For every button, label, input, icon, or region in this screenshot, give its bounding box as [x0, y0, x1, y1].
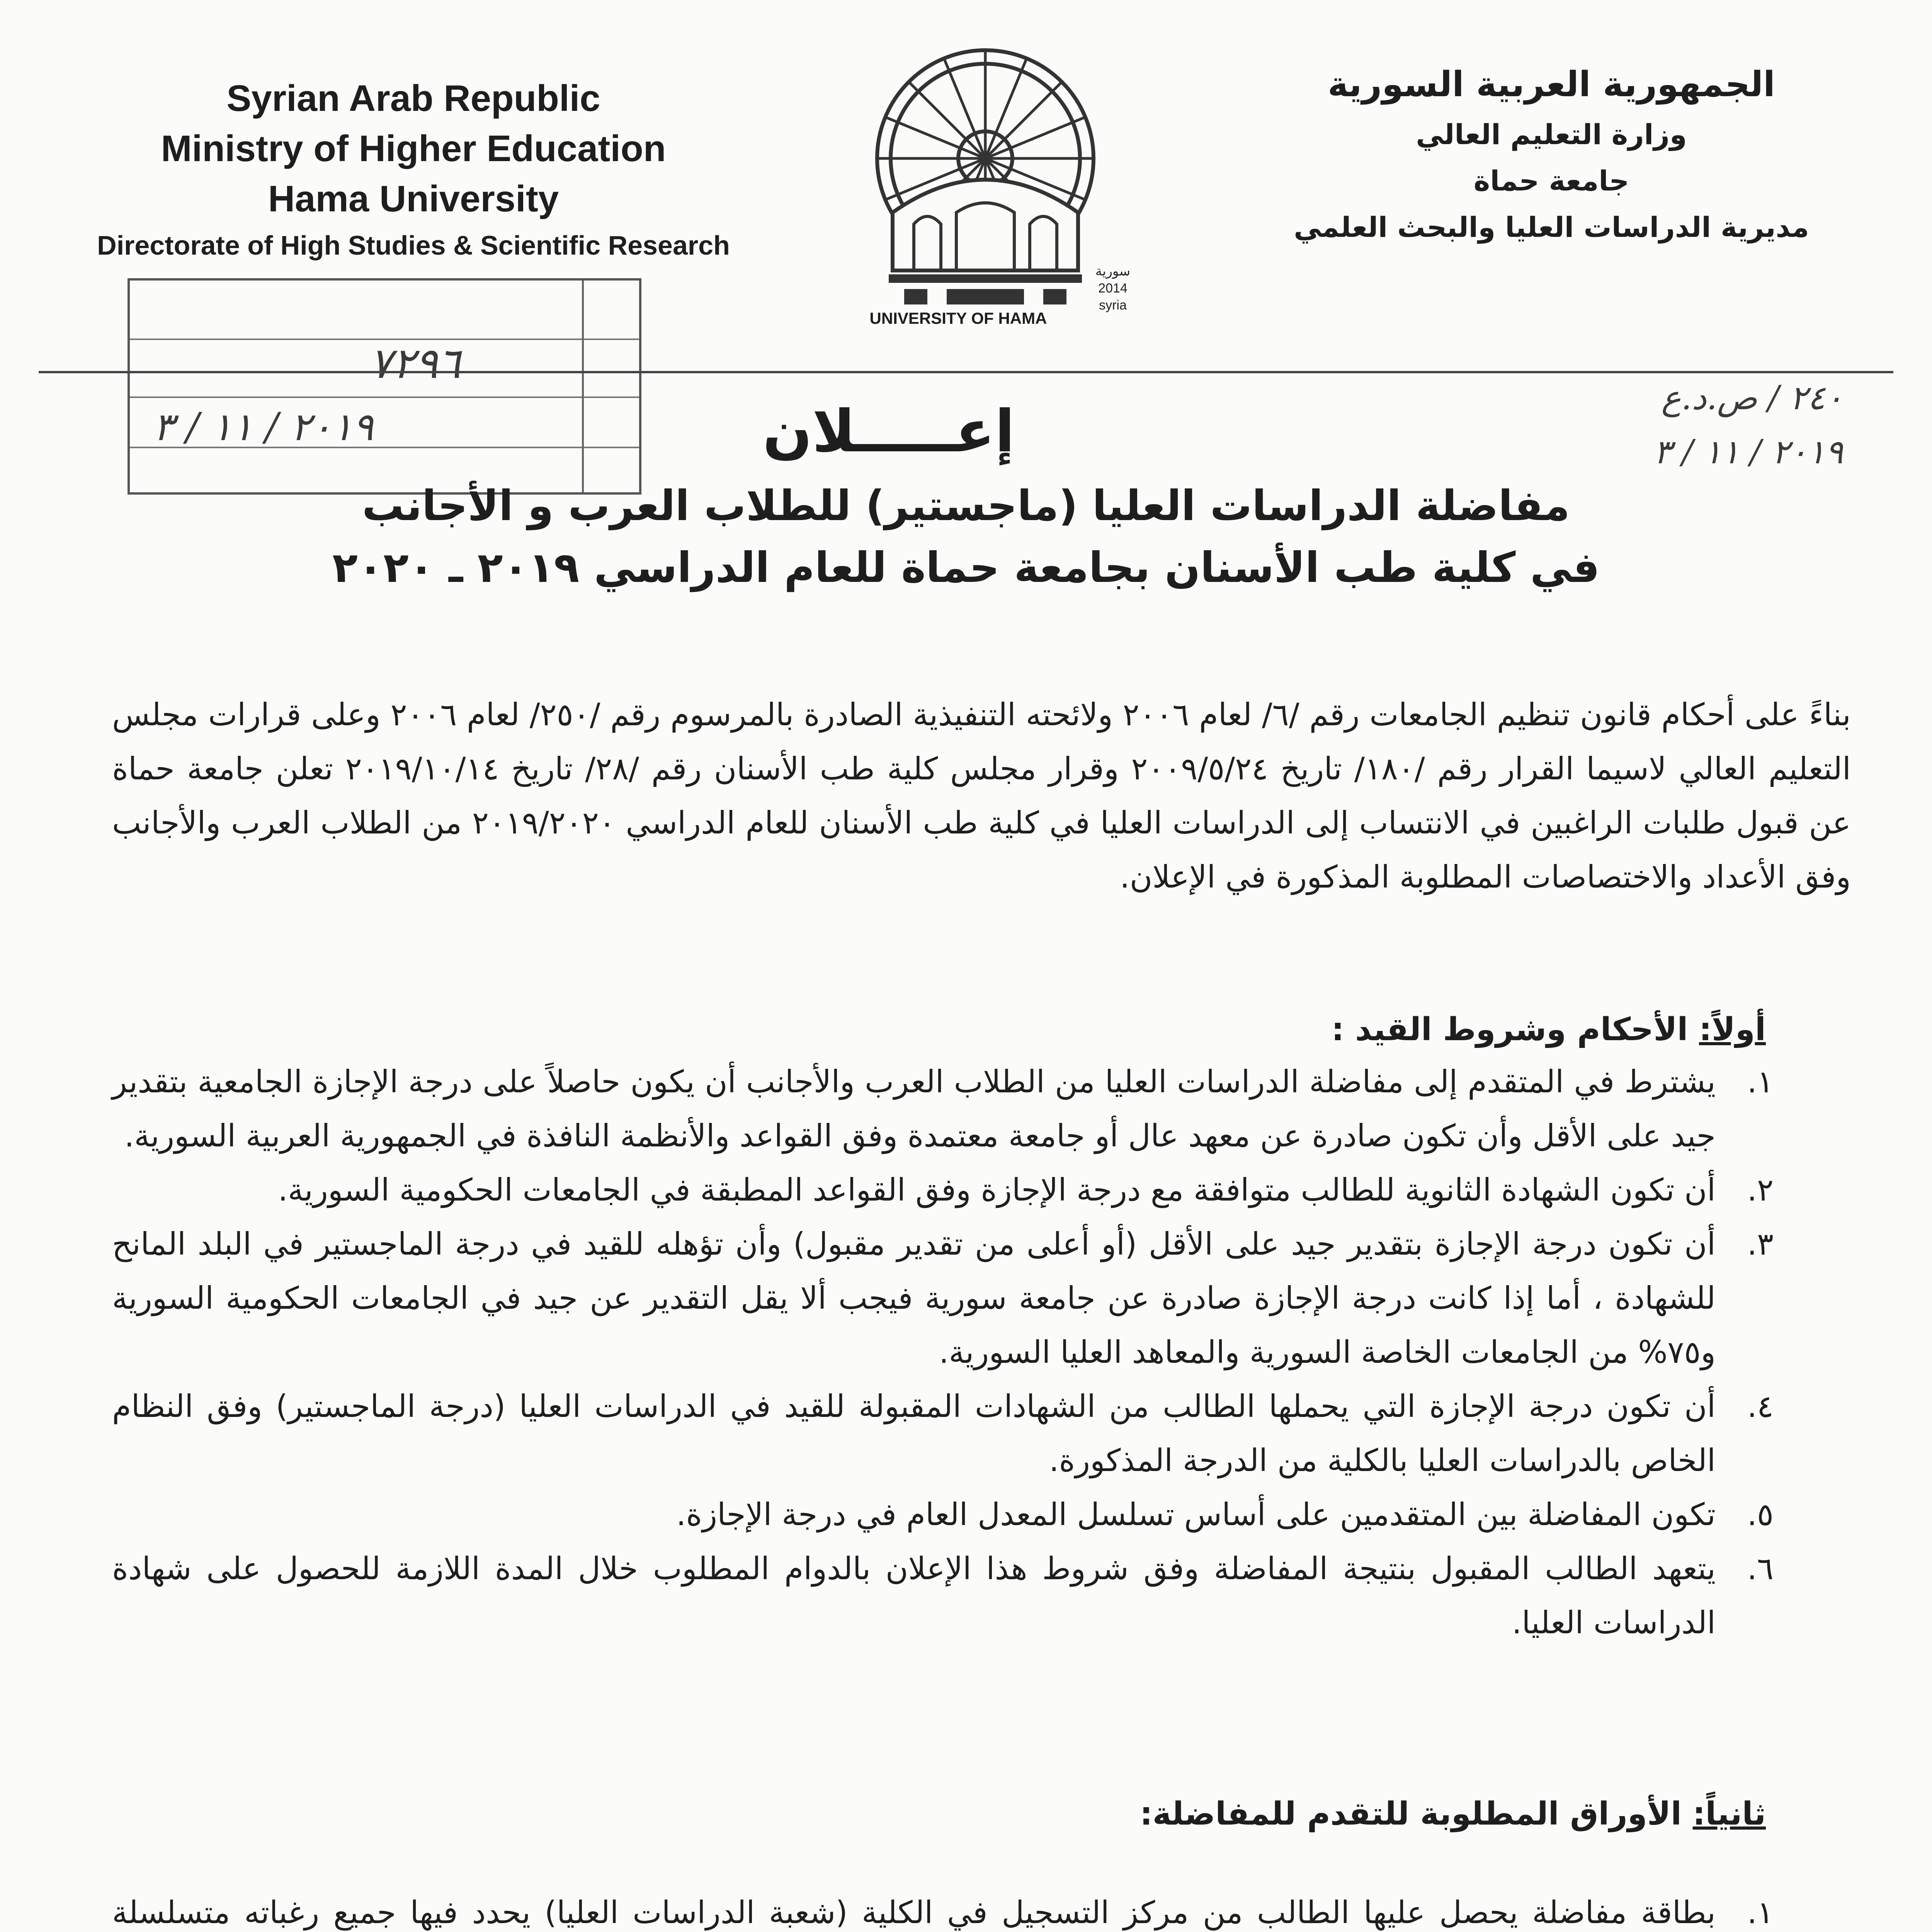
- country-en: Syrian Arab Republic: [226, 78, 600, 119]
- section-1-list: [112, 1055, 1774, 1650]
- condition-item: [112, 1055, 1774, 1163]
- section-2-key: ثانياً:: [1692, 1796, 1766, 1832]
- reference-date: ٢٠١٩ / ١١ / ٣: [1653, 433, 1843, 471]
- condition-item: [112, 1542, 1774, 1650]
- condition-item-number: ١.: [1747, 1064, 1774, 1100]
- condition-item-text: أن تكون درجة الإجازة بتقدير جيد على الأقل (أو أعلى من تقدير مقبول) وأن تؤهله للقيد في درجة الماجستير في البلد المانح للشهادة ، أما إذا كانت درجة الإجازة صادرة عن جامعة سورية فيجب ألا يقل التقدير عن جيد في الجامعات الحكومية السورية و٧٥% من الجامعات الخاصة السورية والمعاهد العليا السورية.: [112, 1226, 1716, 1370]
- condition-item: [112, 1217, 1774, 1379]
- university-ar: جامعة حماة: [1473, 165, 1629, 197]
- reference-block: [1534, 371, 1843, 479]
- stamp-number: ٧٢٩٦: [369, 338, 461, 388]
- document-item-text: بطاقة مفاضلة يحصل عليها الطالب من مركز التسجيل في الكلية (شعبة الدراسات العليا) يحدد فيها جميع رغباته متسلسلة: [112, 1895, 1716, 1930]
- condition-item-text: أن تكون درجة الإجازة التي يحملها الطالب من الشهادات المقبولة للقيد في الدراسات العليا (درجة الماجستير) وفق النظام الخاص بالدراسات العليا بالكلية من الدرجة المذكورة.: [112, 1388, 1716, 1478]
- logo-caption: UNIVERSITY OF HAMA: [869, 309, 1047, 327]
- university-en: Hama University: [268, 178, 559, 219]
- section-2-list: [112, 1886, 1774, 1932]
- document-item: [112, 1886, 1774, 1932]
- header-arabic: [1233, 58, 1870, 250]
- logo-side-word: syria: [1099, 298, 1127, 313]
- section-1-key: أولاً:: [1699, 1011, 1766, 1048]
- condition-item: [112, 1163, 1774, 1217]
- condition-item-number: ٦.: [1747, 1551, 1774, 1587]
- country-ar: الجمهورية العربية السورية: [1328, 64, 1775, 105]
- logo-side-text: [1082, 263, 1144, 314]
- section-1-title: الأحكام وشروط القيد :: [1331, 1011, 1688, 1048]
- condition-item-text: أن تكون الشهادة الثانوية للطالب متوافقة مع درجة الإجازة وفق القواعد المطبقة في الجامعات الحكومية السورية.: [278, 1172, 1716, 1208]
- section-2-title: الأوراق المطلوبة للتقدم للمفاضلة:: [1139, 1796, 1682, 1832]
- intro-paragraph: بناءً على أحكام قانون تنظيم الجامعات رقم /٦/ لعام ٢٠٠٦ ولائحته التنفيذية الصادرة بالمرسوم رقم /٢٥٠/ لعام ٢٠٠٦ وعلى قرارات مجلس التعليم العالي لاسيما القرار رقم /١٨٠/ تاريخ ٢٠٠٩/٥/٢٤ وقرار مجلس كلية طب الأسنان رقم /٢٨/ تاريخ ٢٠١٩/١٠/١٤ تعلن جامعة حماة عن قبول طلبات الراغبين في الانتساب إلى الدراسات العليا في كلية طب الأسنان للعام الدراسي ٢٠١٩/٢٠٢٠ من الطلاب العرب والأجانب وفق الأعداد والاختصاصات المطلوبة المذكورة في الإعلان.: [112, 697, 1851, 895]
- subtitle-line-1: مفاضلة الدراسات العليا (ماجستير) للطلاب العرب و الأجانب: [362, 482, 1570, 530]
- condition-item: [112, 1379, 1774, 1488]
- logo-side-year: 2014: [1098, 281, 1128, 296]
- condition-item: [112, 1488, 1774, 1542]
- condition-item-number: ٣.: [1747, 1226, 1774, 1262]
- directorate-en: Directorate of High Studies & Scientific Research: [97, 230, 730, 260]
- condition-item-text: يشترط في المتقدم إلى مفاضلة الدراسات العليا من الطلاب العرب والأجانب أن يكون حاصلاً على درجة الإجازة الجامعية بتقدير جيد على الأقل وأن تكون صادرة عن معهد عال أو جامعة معتمدة وفق القواعد والأنظمة النافذة في الجمهورية العربية السورية.: [112, 1064, 1716, 1154]
- subtitle-line-2: في كلية طب الأسنان بجامعة حماة للعام الدراسي ٢٠١٩ ـ ٢٠٢٠: [332, 544, 1600, 592]
- header-english: [85, 73, 742, 267]
- condition-item-number: ٢.: [1747, 1172, 1774, 1208]
- directorate-ar: مديرية الدراسات العليا والبحث العلمي: [1294, 211, 1809, 243]
- document-item-number: ١.: [1747, 1895, 1774, 1930]
- condition-item-number: ٤.: [1747, 1388, 1774, 1424]
- logo-side-country: سورية: [1095, 264, 1131, 279]
- stamp-date: ٢٠١٩ / ١١ / ٣: [153, 404, 374, 449]
- announcement-subtitle: [193, 475, 1739, 599]
- condition-item-number: ٥.: [1747, 1497, 1774, 1532]
- section-1-heading: [375, 1005, 1766, 1055]
- announcement-title: إعـــــلان: [762, 398, 1015, 465]
- ministry-ar: وزارة التعليم العالي: [1416, 118, 1687, 151]
- ministry-en: Ministry of Higher Education: [161, 128, 666, 169]
- section-2-heading: [375, 1789, 1766, 1839]
- condition-item-text: يتعهد الطالب المقبول بنتيجة المفاضلة وفق شروط هذا الإعلان بالدوام المطلوب خلال المدة اللازمة للحصول على شهادة الدراسات العليا.: [112, 1551, 1716, 1641]
- reference-number: ٢٤٠ / ص.د.ع: [1661, 379, 1843, 417]
- condition-item-text: تكون المفاضلة بين المتقدمين على أساس تسلسل المعدل العام في درجة الإجازة.: [676, 1497, 1716, 1532]
